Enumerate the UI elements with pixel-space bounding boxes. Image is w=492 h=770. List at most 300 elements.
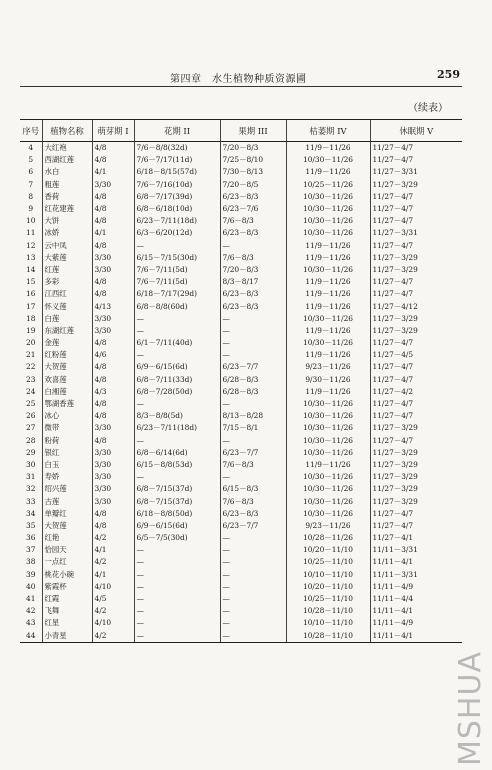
cell-flowering: 7/6－7/11(5d)	[134, 264, 220, 276]
cell-plant-name: 银红	[42, 447, 92, 459]
cell-plant-name: 小青星	[42, 630, 92, 643]
cell-no: 20	[26, 338, 36, 348]
cell-plant-name: 冰心	[42, 410, 92, 422]
cell-sprouting: 4/2	[92, 630, 134, 643]
cell-flowering: 6/8－7/11(33d)	[134, 374, 220, 386]
cell-withering: 10/30－11/26	[286, 495, 370, 507]
cell-no: 5	[28, 155, 34, 165]
cell-sprouting: 4/8	[92, 361, 134, 373]
cell-withering: 10/30－11/26	[286, 227, 370, 239]
cell-dormancy: 11/11－4/1	[370, 630, 462, 643]
cell-flowering: —	[134, 569, 220, 581]
cell-withering: 10/30－11/26	[286, 447, 370, 459]
cell-fruiting: 7/6－8/3	[220, 215, 286, 227]
table-row	[20, 264, 462, 276]
cell-no: 17	[26, 301, 36, 311]
table-row	[20, 508, 462, 520]
cell-sprouting: 4/8	[92, 520, 134, 532]
cell-dormancy: 11/27－3/29	[370, 422, 462, 434]
table-row	[20, 520, 462, 532]
cell-sprouting: 3/30	[92, 483, 134, 495]
cell-sprouting: 4/6	[92, 349, 134, 361]
cell-dormancy: 11/27－3/29	[370, 325, 462, 337]
cell-dormancy: 11/27－4/5	[370, 349, 462, 361]
cell-withering: 9/23－11/26	[286, 520, 370, 532]
cell-sprouting: 3/30	[92, 422, 134, 434]
cell-withering: 10/30－11/26	[286, 422, 370, 434]
cell-fruiting: 7/6－8/3	[220, 252, 286, 264]
cell-fruiting: —	[220, 435, 286, 447]
cell-dormancy: 11/27－4/7	[370, 410, 462, 422]
cell-plant-name: 红霞	[42, 593, 92, 605]
cell-flowering: —	[134, 556, 220, 568]
cell-plant-name: 大饼	[42, 215, 92, 227]
cell-fruiting: 6/15－8/3	[220, 483, 286, 495]
cell-flowering: —	[134, 435, 220, 447]
table-row	[20, 581, 462, 593]
table-row	[20, 227, 462, 239]
watermark-text: MSHUA	[453, 651, 488, 766]
cell-fruiting: 7/20－8/5	[220, 179, 286, 191]
cell-fruiting: —	[220, 593, 286, 605]
table-row	[20, 361, 462, 373]
cell-plant-name: 香荷	[42, 191, 92, 203]
cell-flowering: 7/6－7/16(10d)	[134, 179, 220, 191]
cell-no: 38	[26, 557, 36, 567]
cell-dormancy: 11/27－4/7	[370, 435, 462, 447]
cell-no: 13	[26, 252, 36, 262]
cell-plant-name: 大贺莲	[42, 361, 92, 373]
column-header-sprouting: 萌芽期 I	[92, 120, 134, 142]
table-row	[20, 191, 462, 203]
cell-fruiting: 6/23－8/3	[220, 288, 286, 300]
table-row	[20, 374, 462, 386]
cell-sprouting: 3/30	[92, 252, 134, 264]
cell-no: 40	[26, 581, 36, 591]
cell-dormancy: 11/27－3/29	[370, 459, 462, 471]
cell-flowering: 6/8－6/14(6d)	[134, 447, 220, 459]
cell-withering: 11/9－11/26	[286, 349, 370, 361]
cell-plant-name: 红星	[42, 617, 92, 629]
cell-plant-name: 金莲	[42, 337, 92, 349]
cell-withering: 11/9－11/26	[286, 300, 370, 312]
cell-plant-name: 欢喜莲	[42, 374, 92, 386]
cell-fruiting: 7/25－8/10	[220, 154, 286, 166]
cell-dormancy: 11/27－4/7	[370, 240, 462, 252]
cell-fruiting: 7/6－8/3	[220, 495, 286, 507]
cell-dormancy: 11/27－4/7	[370, 508, 462, 520]
cell-withering: 11/9－11/26	[286, 288, 370, 300]
cell-no: 37	[26, 545, 36, 555]
cell-plant-name: 白莲	[42, 313, 92, 325]
cell-dormancy: 11/27－4/7	[370, 276, 462, 288]
table-row	[20, 544, 462, 556]
cell-fruiting: —	[220, 605, 286, 617]
cell-dormancy: 11/27－3/29	[370, 495, 462, 507]
cell-no: 28	[26, 435, 36, 445]
cell-sprouting: 4/8	[92, 142, 134, 155]
cell-dormancy: 11/27－4/7	[370, 203, 462, 215]
cell-fruiting: —	[220, 581, 286, 593]
column-header-no: 序号	[20, 120, 42, 142]
cell-fruiting: 6/23－7/6	[220, 203, 286, 215]
table-row	[20, 495, 462, 507]
cell-fruiting: 8/3－8/17	[220, 276, 286, 288]
cell-fruiting: —	[220, 240, 286, 252]
cell-fruiting: 6/23－8/3	[220, 300, 286, 312]
cell-sprouting: 3/30	[92, 459, 134, 471]
cell-sprouting: 4/2	[92, 556, 134, 568]
cell-fruiting: 7/20－8/3	[220, 264, 286, 276]
cell-sprouting: 4/1	[92, 569, 134, 581]
cell-withering: 10/30－11/26	[286, 435, 370, 447]
cell-plant-name: 多彩	[42, 276, 92, 288]
table-row	[20, 483, 462, 495]
cell-flowering: —	[134, 630, 220, 643]
cell-plant-name: 粗莲	[42, 179, 92, 191]
cell-plant-name: 飞舞	[42, 605, 92, 617]
cell-withering: 10/28－11/26	[286, 532, 370, 544]
page-number: 259	[437, 68, 460, 81]
table-row	[20, 471, 462, 483]
cell-plant-name: 红粉莲	[42, 349, 92, 361]
cell-flowering: —	[134, 605, 220, 617]
cell-withering: 10/30－11/26	[286, 154, 370, 166]
cell-flowering: 6/23－7/11(18d)	[134, 422, 220, 434]
cell-plant-name: 鄂湖香莲	[42, 398, 92, 410]
cell-withering: 11/9－11/26	[286, 276, 370, 288]
cell-plant-name: 红莲	[42, 264, 92, 276]
cell-fruiting: —	[220, 471, 286, 483]
cell-no: 7	[28, 179, 34, 189]
cell-sprouting: 4/8	[92, 435, 134, 447]
cell-flowering: 7/6－8/8(32d)	[134, 142, 220, 155]
cell-dormancy: 11/27－4/7	[370, 288, 462, 300]
table-row	[20, 447, 462, 459]
cell-no: 36	[26, 533, 36, 543]
cell-dormancy: 11/27－4/7	[370, 520, 462, 532]
cell-fruiting: —	[220, 569, 286, 581]
table-row	[20, 630, 462, 643]
cell-flowering: —	[134, 240, 220, 252]
cell-no: 4	[28, 143, 34, 153]
cell-flowering: —	[134, 471, 220, 483]
column-header-name: 植物名称	[42, 120, 92, 142]
cell-plant-name: 紫霞杯	[42, 581, 92, 593]
cell-dormancy: 11/11－4/4	[370, 593, 462, 605]
table-row	[20, 300, 462, 312]
cell-sprouting: 4/2	[92, 605, 134, 617]
cell-fruiting: —	[220, 556, 286, 568]
cell-plant-name: 西湖红莲	[42, 154, 92, 166]
cell-flowering: —	[134, 325, 220, 337]
cell-no: 42	[26, 606, 36, 616]
table-row	[20, 166, 462, 178]
cell-sprouting: 3/30	[92, 313, 134, 325]
cell-flowering: —	[134, 617, 220, 629]
cell-dormancy: 11/27－4/1	[370, 532, 462, 544]
cell-no: 32	[26, 484, 36, 494]
cell-sprouting: 4/8	[92, 410, 134, 422]
cell-dormancy: 11/11－4/9	[370, 581, 462, 593]
cell-no: 31	[26, 472, 36, 482]
cell-flowering: —	[134, 581, 220, 593]
cell-flowering: 6/9－6/15(6d)	[134, 520, 220, 532]
cell-plant-name: 寿娇	[42, 471, 92, 483]
cell-fruiting: 7/6－8/3	[220, 459, 286, 471]
cell-withering: 11/9－11/26	[286, 142, 370, 155]
cell-fruiting: —	[220, 325, 286, 337]
cell-sprouting: 4/2	[92, 532, 134, 544]
cell-flowering: 6/15－8/8(53d)	[134, 459, 220, 471]
cell-withering: 10/30－11/26	[286, 471, 370, 483]
cell-dormancy: 11/27－4/2	[370, 386, 462, 398]
cell-flowering: 6/9－6/15(6d)	[134, 361, 220, 373]
cell-withering: 11/9－11/26	[286, 386, 370, 398]
cell-no: 23	[26, 374, 36, 384]
cell-sprouting: 4/10	[92, 581, 134, 593]
cell-fruiting: —	[220, 532, 286, 544]
chapter-title: 第四章 水生植物种质资源圃	[170, 74, 307, 85]
cell-no: 22	[26, 362, 36, 372]
cell-no: 39	[26, 569, 36, 579]
cell-withering: 11/9－11/26	[286, 252, 370, 264]
table-row	[20, 410, 462, 422]
cell-no: 14	[26, 264, 36, 274]
table-row	[20, 556, 462, 568]
table-row	[20, 179, 462, 191]
table-row	[20, 459, 462, 471]
cell-withering: 10/30－11/26	[286, 191, 370, 203]
watermark	[454, 650, 492, 770]
cell-withering: 11/9－11/26	[286, 459, 370, 471]
cell-flowering: —	[134, 593, 220, 605]
table-row	[20, 276, 462, 288]
cell-dormancy: 11/27－4/7	[370, 215, 462, 227]
cell-dormancy: 11/27－3/29	[370, 483, 462, 495]
cell-plant-name: 古莲	[42, 495, 92, 507]
cell-sprouting: 3/30	[92, 471, 134, 483]
cell-sprouting: 4/8	[92, 374, 134, 386]
cell-flowering: 6/8－7/28(50d)	[134, 386, 220, 398]
cell-withering: 10/20－11/10	[286, 544, 370, 556]
cell-flowering: 6/1－7/11(40d)	[134, 337, 220, 349]
cell-dormancy: 11/27－3/31	[370, 227, 462, 239]
column-header-withering: 枯萎期 IV	[286, 120, 370, 142]
table-row	[20, 215, 462, 227]
cell-no: 18	[26, 313, 36, 323]
phenology-table	[20, 119, 462, 643]
cell-flowering: 6/8－7/15(37d)	[134, 495, 220, 507]
table-row	[20, 593, 462, 605]
cell-dormancy: 11/11－4/9	[370, 617, 462, 629]
cell-flowering: —	[134, 349, 220, 361]
cell-sprouting: 4/10	[92, 617, 134, 629]
cell-fruiting: —	[220, 630, 286, 643]
cell-no: 12	[26, 240, 36, 250]
cell-dormancy: 11/27－3/29	[370, 264, 462, 276]
cell-no: 24	[26, 386, 36, 396]
cell-sprouting: 4/8	[92, 288, 134, 300]
cell-plant-name: 冰娇	[42, 227, 92, 239]
table-row	[20, 398, 462, 410]
cell-fruiting: —	[220, 349, 286, 361]
cell-plant-name: 桃花小碗	[42, 569, 92, 581]
cell-no: 33	[26, 496, 36, 506]
cell-fruiting: —	[220, 313, 286, 325]
cell-sprouting: 3/30	[92, 179, 134, 191]
table-row	[20, 203, 462, 215]
cell-sprouting: 4/8	[92, 276, 134, 288]
cell-fruiting: 6/23－8/3	[220, 227, 286, 239]
cell-flowering: 7/6－7/11(5d)	[134, 276, 220, 288]
cell-withering: 10/30－11/26	[286, 483, 370, 495]
cell-flowering: 6/8－7/15(37d)	[134, 483, 220, 495]
cell-plant-name: 微带	[42, 422, 92, 434]
cell-plant-name: 大紫莲	[42, 252, 92, 264]
column-header-fruiting: 果期 III	[220, 120, 286, 142]
cell-sprouting: 4/1	[92, 544, 134, 556]
cell-dormancy: 11/27－3/29	[370, 471, 462, 483]
cell-sprouting: 4/13	[92, 300, 134, 312]
cell-sprouting: 3/30	[92, 264, 134, 276]
cell-no: 8	[28, 191, 34, 201]
cell-no: 35	[26, 520, 36, 530]
cell-dormancy: 11/27－3/29	[370, 447, 462, 459]
table-row	[20, 569, 462, 581]
cell-flowering: 6/18－7/17(29d)	[134, 288, 220, 300]
cell-dormancy: 11/27－4/7	[370, 374, 462, 386]
cell-sprouting: 4/3	[92, 386, 134, 398]
cell-no: 11	[26, 228, 36, 238]
column-header-flowering: 花期 II	[134, 120, 220, 142]
cell-fruiting: —	[220, 617, 286, 629]
cell-no: 44	[20, 630, 42, 643]
cell-sprouting: 4/1	[92, 227, 134, 239]
table-row	[20, 142, 462, 155]
cell-dormancy: 11/27－4/7	[370, 142, 462, 155]
cell-flowering: —	[134, 313, 220, 325]
cell-sprouting: 3/30	[92, 447, 134, 459]
cell-withering: 11/9－11/26	[286, 166, 370, 178]
cell-flowering: 6/3－6/20(12d)	[134, 227, 220, 239]
cell-sprouting: 4/8	[92, 154, 134, 166]
cell-no: 10	[26, 216, 36, 226]
page-header	[20, 66, 462, 87]
cell-withering: 10/25－11/10	[286, 593, 370, 605]
cell-sprouting: 4/8	[92, 215, 134, 227]
cell-sprouting: 4/8	[92, 203, 134, 215]
cell-no: 30	[26, 459, 36, 469]
column-header-dormancy: 休眠期 V	[370, 120, 462, 142]
cell-withering: 9/23－11/26	[286, 361, 370, 373]
table-body	[20, 142, 462, 643]
continued-label: （续表）	[408, 103, 448, 114]
cell-fruiting: 7/15－8/1	[220, 422, 286, 434]
cell-fruiting: —	[220, 337, 286, 349]
cell-withering: 10/30－11/26	[286, 337, 370, 349]
cell-no: 25	[26, 399, 36, 409]
cell-no: 16	[26, 289, 36, 299]
cell-fruiting: 6/23－8/3	[220, 191, 286, 203]
cell-withering: 10/30－11/26	[286, 410, 370, 422]
cell-flowering: 7/6－7/17(11d)	[134, 154, 220, 166]
cell-no: 19	[26, 325, 36, 335]
cell-no: 6	[28, 167, 34, 177]
cell-plant-name: 一点红	[42, 556, 92, 568]
cell-plant-name: 恰园天	[42, 544, 92, 556]
cell-plant-name: 白玉	[42, 459, 92, 471]
cell-sprouting: 3/30	[92, 325, 134, 337]
cell-plant-name: 江西红	[42, 288, 92, 300]
cell-dormancy: 11/27－4/7	[370, 398, 462, 410]
cell-no: 26	[26, 411, 36, 421]
cell-withering: 10/30－11/26	[286, 203, 370, 215]
cell-dormancy: 11/27－4/7	[370, 191, 462, 203]
cell-dormancy: 11/27－4/12	[370, 300, 462, 312]
cell-fruiting: 6/23－7/7	[220, 361, 286, 373]
table-row	[20, 435, 462, 447]
cell-flowering: 6/23－7/11(18d)	[134, 215, 220, 227]
cell-withering: 10/30－11/26	[286, 313, 370, 325]
cell-sprouting: 4/8	[92, 191, 134, 203]
cell-plant-name: 大贺莲	[42, 520, 92, 532]
cell-sprouting: 4/8	[92, 508, 134, 520]
cell-plant-name: 东湖红莲	[42, 325, 92, 337]
cell-no: 15	[26, 277, 36, 287]
table-row	[20, 288, 462, 300]
cell-plant-name: 云中凤	[42, 240, 92, 252]
cell-sprouting: 4/8	[92, 398, 134, 410]
cell-fruiting: 6/28－8/3	[220, 374, 286, 386]
table-row	[20, 605, 462, 617]
table-header-row	[20, 120, 462, 142]
cell-dormancy: 11/27－3/29	[370, 313, 462, 325]
cell-plant-name: 大红袍	[42, 142, 92, 155]
cell-fruiting: 6/23－7/7	[220, 447, 286, 459]
cell-no: 27	[26, 423, 36, 433]
cell-plant-name: 绍兴莲	[42, 483, 92, 495]
cell-no: 9	[28, 204, 34, 214]
cell-sprouting: 4/1	[92, 166, 134, 178]
table-row	[20, 422, 462, 434]
cell-plant-name: 红花建莲	[42, 203, 92, 215]
cell-dormancy: 11/27－4/7	[370, 337, 462, 349]
cell-dormancy: 11/11－3/31	[370, 544, 462, 556]
cell-fruiting: 7/20－8/3	[220, 142, 286, 155]
table-row	[20, 386, 462, 398]
cell-withering: 10/30－11/26	[286, 508, 370, 520]
cell-sprouting: 4/8	[92, 337, 134, 349]
cell-sprouting: 4/5	[92, 593, 134, 605]
cell-withering: 11/9－11/26	[286, 240, 370, 252]
cell-flowering: 8/3－8/8(5d)	[134, 410, 220, 422]
cell-plant-name: 水白	[42, 166, 92, 178]
cell-flowering: 6/8－6/18(10d)	[134, 203, 220, 215]
cell-dormancy: 11/27－3/29	[370, 179, 462, 191]
table-row	[20, 532, 462, 544]
cell-flowering: 6/18－8/8(50d)	[134, 508, 220, 520]
cell-no: 41	[26, 594, 36, 604]
cell-fruiting: 6/23－8/3	[220, 508, 286, 520]
cell-fruiting: 6/23－7/7	[220, 520, 286, 532]
cell-dormancy: 11/11－4/1	[370, 556, 462, 568]
table-row	[20, 617, 462, 629]
cell-flowering: 6/8－8/8(60d)	[134, 300, 220, 312]
table-row	[20, 313, 462, 325]
cell-flowering: 6/15－7/15(30d)	[134, 252, 220, 264]
cell-dormancy: 11/27－4/7	[370, 361, 462, 373]
